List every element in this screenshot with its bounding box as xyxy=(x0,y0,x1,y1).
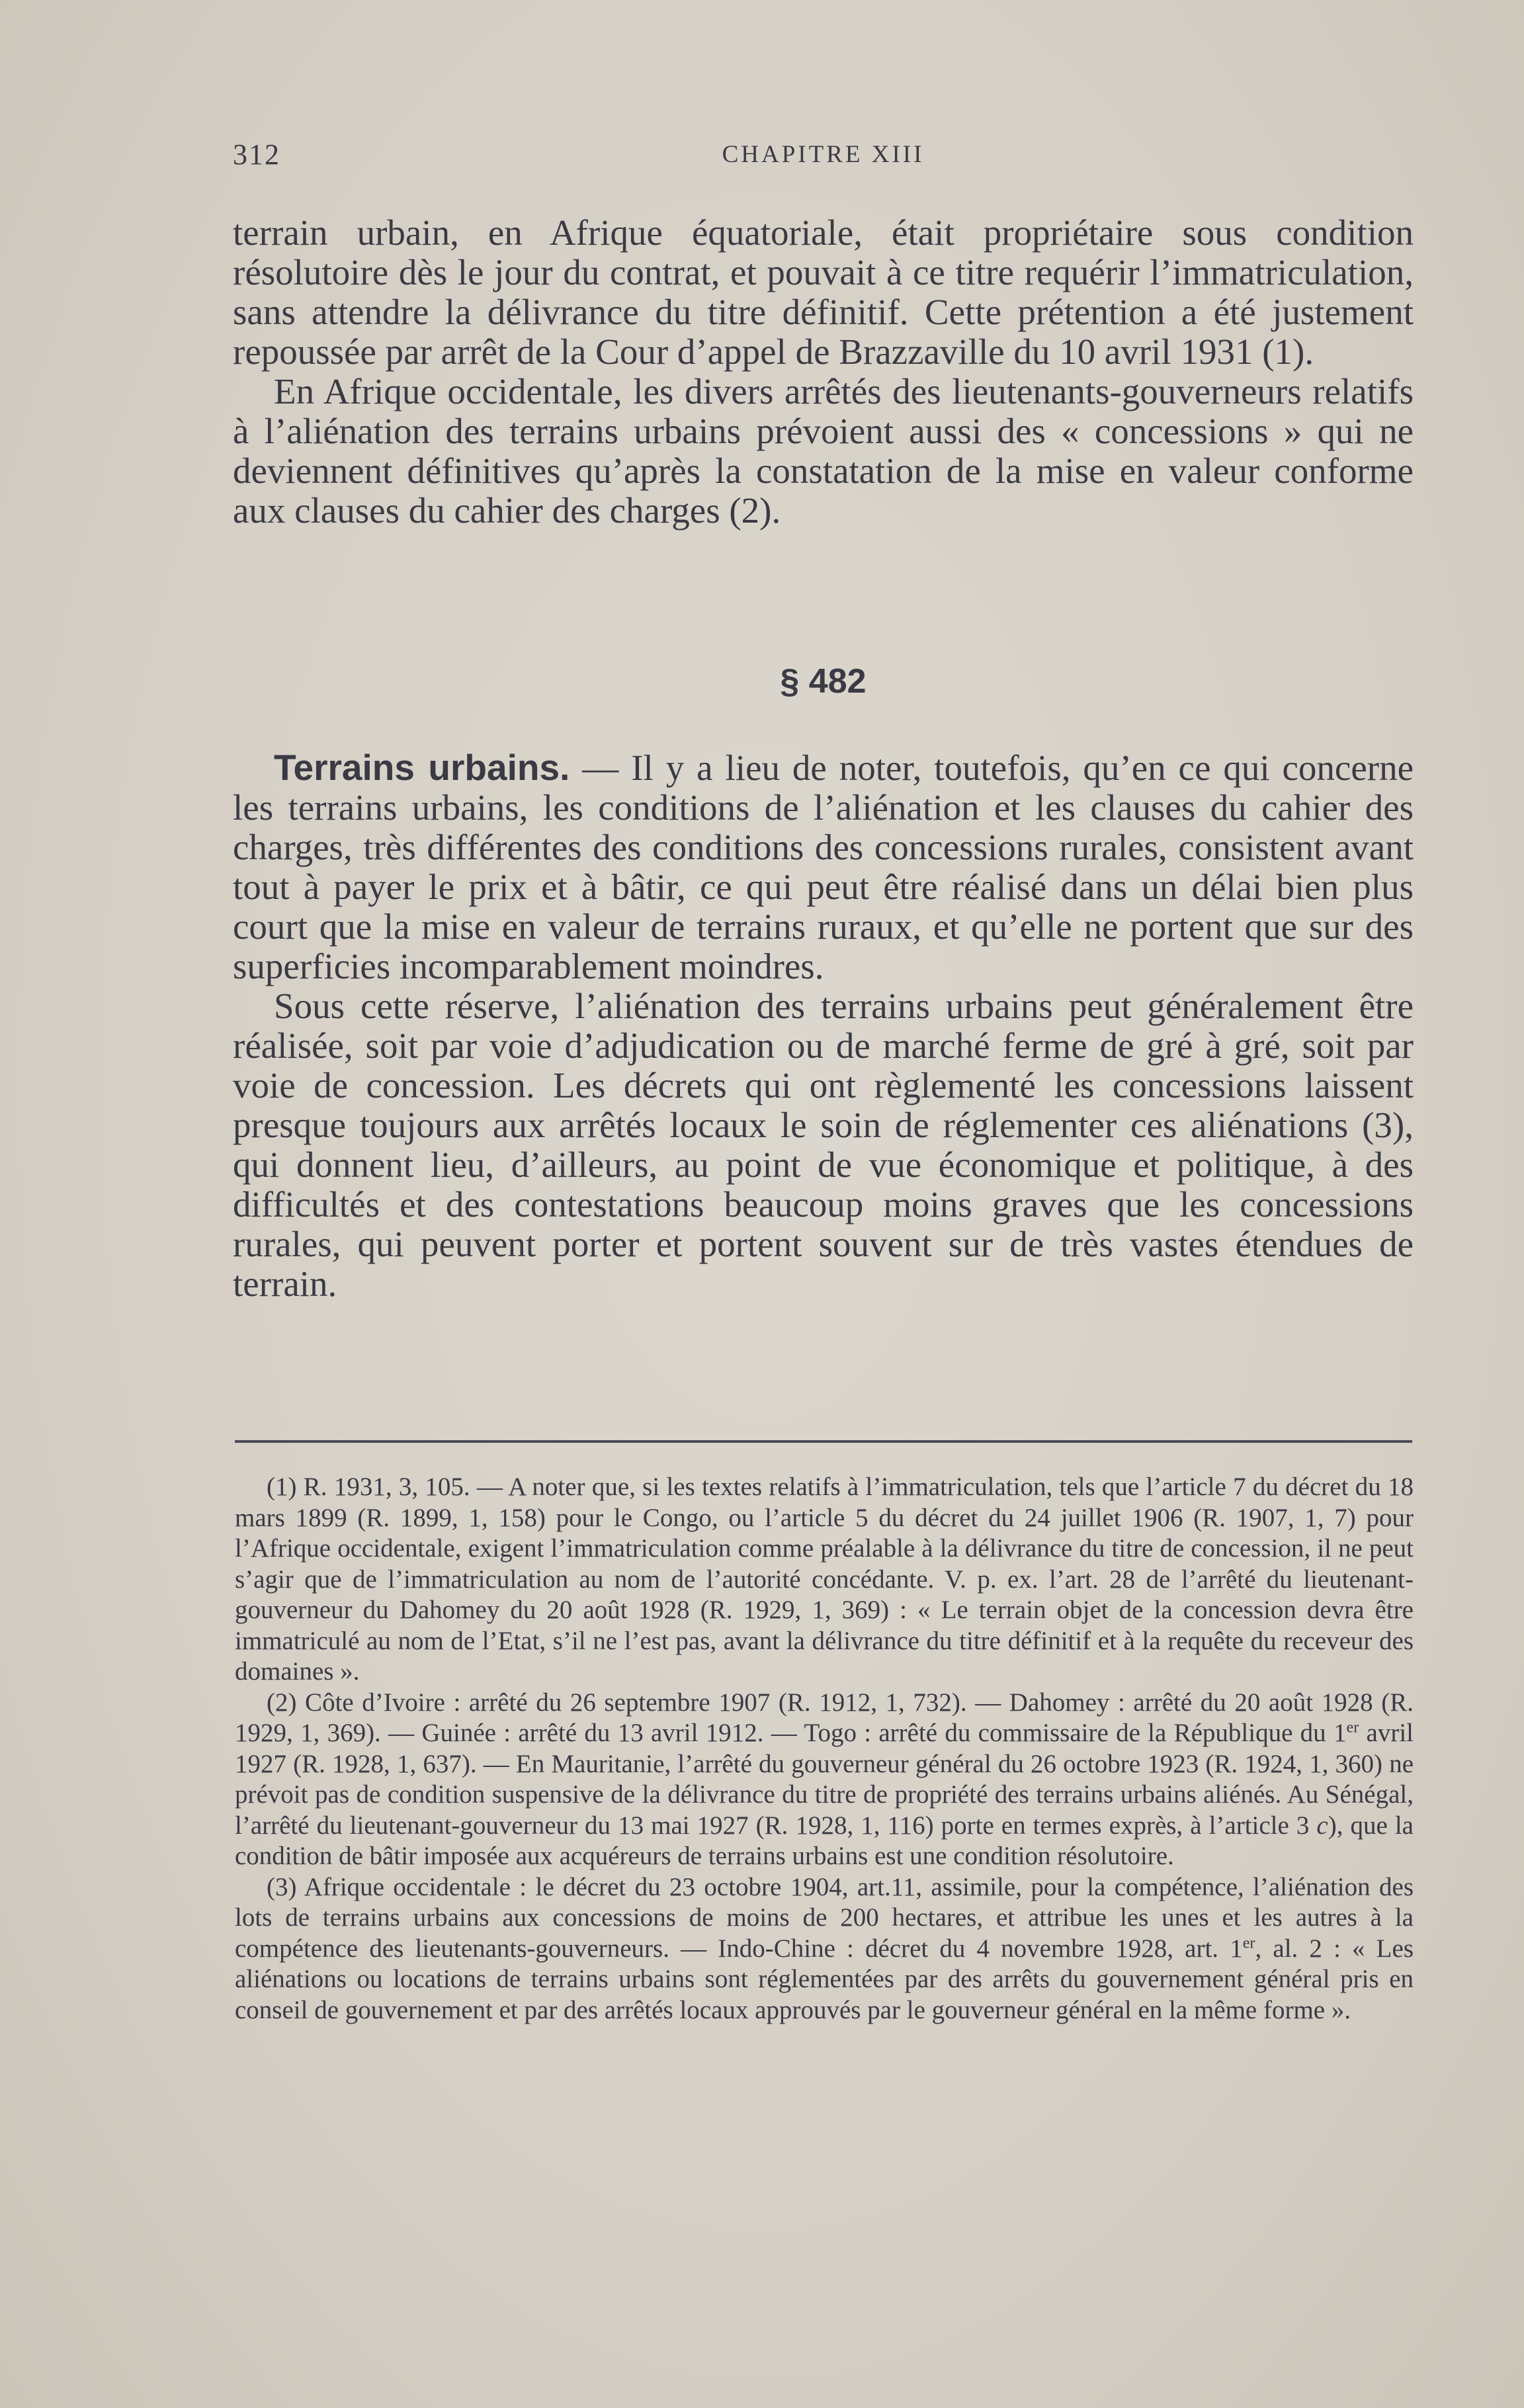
running-header xyxy=(233,138,1414,177)
paragraph-continued: terrain urbain, en Afrique équatoriale, était propriétaire sous condition résolutoire dès le jour du contrat, et pouvait à ce titre requérir l’immatriculation, sans attendre la délivrance du titre définitif. Cette prétention a été justement repoussée par arrêt de la Cour d’appel de Brazzaville du 10 avril 1931 (1). xyxy=(233,212,1414,372)
footnote-text: (3) Afrique occidentale : le décret du 23 octobre 1904, art.11, assimile, pour la compétence, l’aliénation des lots de terrains urbains aux concessions de moins de 200 hectares, et attribue les unes et les autres à la compétence des lieutenants-gouverneurs. — Indo-Chine : décret du 4 novembre 1928, art. 1 xyxy=(235,1872,1414,1963)
body-text-top xyxy=(233,213,1414,531)
footnote-text: (2) Côte d’Ivoire : arrêté du 26 septembre 1907 (R. 1912, 1, 732). — Dahomey : arrêté du 20 août 1928 (R. 1929, 1, 369). — Guinée : arrêté du 13 avril 1912. — Togo : arrêté du commissaire de la République du 1 xyxy=(235,1688,1414,1747)
superscript: er xyxy=(1346,1718,1359,1737)
footnote-3 xyxy=(235,1872,1414,2026)
paragraph-reserve: Sous cette réserve, l’aliénation des terrains urbains peut généralement être réalisée, soit par voie d’adjudication ou de marché ferme de gré à gré, soit par voie de concession. Les décrets qui ont règlementé les concessions laissent presque toujours aux arrêtés locaux le soin de réglementer ces aliénations (3), qui donnent lieu, d’ailleurs, au point de vue économique et politique, à des difficultés et des contestations beaucoup moins graves que les concessions rurales, qui peuvent porter et portent souvent sur de très vastes étendues de terrain. xyxy=(233,986,1414,1304)
footnote-text: avril 1927 (R. 1928, 1, 637). — En Mauritanie, l’arrêté du gouverneur général du 26 octobre 1923 (R. 1924, 1, 360) ne prévoit pas de condition suspensive de la délivrance du titre de propriété des terrains urbains aliénés. Au Sénégal, l’arrêté du lieutenant-gouverneur du 13 mai 1927 (R. 1928, 1, 116) porte en termes exprès, à l’article 3 xyxy=(235,1719,1414,1840)
footnotes xyxy=(235,1472,1414,2026)
body-text-section xyxy=(233,748,1414,1304)
section-number: § 482 xyxy=(780,662,867,701)
italic-letter: c xyxy=(1316,1811,1328,1840)
chapter-title: CHAPITRE XIII xyxy=(722,141,925,168)
footnote-text: ), que la condition de bâtir imposée aux acquéreurs de terrains urbains est une condition résolutoire. xyxy=(235,1811,1414,1870)
page-number: 312 xyxy=(233,138,280,171)
footnote-1: (1) R. 1931, 3, 105. — A noter que, si les textes relatifs à l’immatriculation, tels que l’article 7 du décret du 18 mars 1899 (R. 1899, 1, 158) pour le Congo, ou l’article 5 du décret du 24 juillet 1906 (R. 1907, 1, 7) pour l’Afrique occidentale, exigent l’immatriculation comme préalable à la délivrance du titre de concession, il ne peut s’agir que de l’immatriculation au nom de l’autorité concédante. V. p. ex. l’art. 28 de l’arrêté du lieutenant-gouverneur du Dahomey du 20 août 1928 (R. 1929, 1, 369) : « Le terrain objet de la concession devra être immatriculé au nom de l’Etat, s’il ne l’est pas, avant la délivrance du titre définitif et à la requête du receveur des domaines ». xyxy=(235,1473,1414,1686)
run-in-heading: Terrains urbains. xyxy=(274,747,570,788)
paragraph-terrains-urbains xyxy=(233,748,1414,986)
footnote-rule xyxy=(235,1440,1412,1443)
paragraph-text: — Il y a lieu de noter, toutefois, qu’en ce qui concerne les terrains urbains, les conditions de l’aliénation et les clauses du cahier des charges, très différentes des conditions des concessions rurales, consistent avant tout à payer le prix et à bâtir, ce qui peut être réalisé dans un délai bien plus court que la mise en valeur de terrains ruraux, et qu’elle ne portent que sur des superficies incomparablement moindres. xyxy=(233,748,1414,986)
footnote-text: , al. 2 : « Les aliénations ou locations de terrains urbains sont réglementées par des arrêts du gouvernement général pris en conseil de gouvernement et par des arrêtés locaux approuvés par le gouverneur général en la même forme ». xyxy=(235,1934,1414,2024)
footnote-2 xyxy=(235,1688,1414,1872)
superscript: er xyxy=(1242,1934,1255,1952)
paragraph-afrique-occidentale: En Afrique occidentale, les divers arrêtés des lieutenants-gouverneurs relatifs à l’aliénation des terrains urbains prévoient aussi des « concessions » qui ne deviennent définitives qu’après la constatation de la mise en valeur conforme aux clauses du cahier des charges (2). xyxy=(233,371,1414,531)
